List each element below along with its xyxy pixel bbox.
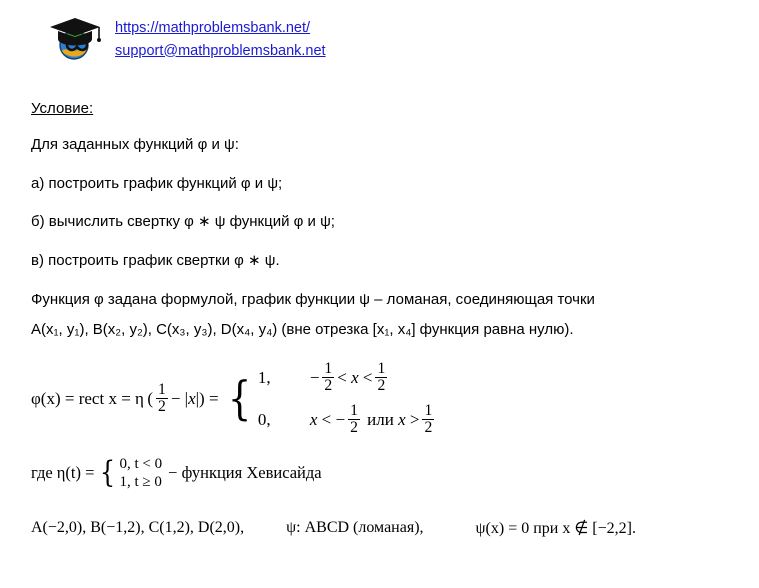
header: [47, 12, 326, 64]
condition-label: Условие:: [31, 100, 94, 117]
task-item-b: б) вычислить свертку φ ∗ ψ функций φ и ψ;: [31, 213, 335, 230]
formula-heaviside-case-1: 0, t < 0: [119, 455, 163, 472]
task-item-a: а) построить график функций φ и ψ;: [31, 174, 283, 192]
graduation-cap-logo-icon: [47, 12, 105, 64]
formula-heaviside-cases: [120, 455, 163, 493]
formula-phi-equals: =: [204, 388, 219, 408]
formula-heaviside-suffix: − функция Хевисайда: [168, 463, 322, 483]
formula-phi-paren-open: (: [143, 388, 154, 408]
formula-phi-half: $\frac{1}{2}$: [158, 380, 166, 416]
site-url-link[interactable]: https://mathproblemsbank.net/: [115, 20, 311, 36]
formula-phi-case-2: [258, 403, 437, 437]
intro-text: Для заданных функций φ и ψ:: [31, 136, 239, 153]
formula-phi-minus-abs: − |x|: [170, 388, 200, 408]
formula-phi: [31, 361, 731, 437]
formula-phi-case-1: [258, 361, 437, 395]
formula-heaviside-brace: {: [100, 455, 116, 491]
final-psi-zero: ψ(x) = 0 при x ∉ [−2,2].: [475, 520, 636, 537]
support-email-link[interactable]: support@mathproblemsbank.net: [115, 42, 326, 59]
formula-heaviside-prefix: где η(t) =: [31, 463, 95, 483]
formula-heaviside-case-2: 1, t ≥ 0: [119, 474, 162, 491]
formula-phi-case-2-value: 0,: [257, 409, 271, 429]
formula-phi-case-1-cond: − $\frac{1}{2}$ < x < $\frac{1}{2}$: [309, 360, 386, 395]
final-psi-definition: ψ: ABCD (ломаная),: [286, 519, 424, 536]
formula-phi-lhs: φ(x) = rect x = η: [31, 388, 144, 408]
description-line-1: Функция φ задана формулой, график функции ψ – ломаная, соединяющая точки: [31, 291, 595, 308]
formula-heaviside: [31, 455, 731, 493]
formula-phi-case-2-cond: x < − $\frac{1}{2}$ или x > $\frac{1}{2}$: [309, 401, 433, 437]
task-item-c: в) построить график свертки φ ∗ ψ.: [31, 251, 280, 269]
final-line: [31, 518, 737, 538]
final-points: A(−2,0), B(−1,2), C(1,2), D(2,0),: [31, 519, 245, 536]
formula-phi-brace: {: [227, 371, 251, 426]
formula-phi-paren-close: ): [199, 388, 205, 408]
formula-phi-case-1-value: 1,: [257, 367, 271, 387]
header-links: [115, 12, 326, 61]
document-content: [31, 100, 731, 510]
formula-phi-cases: [258, 361, 437, 437]
description-line-2: A(x₁, y₁), B(x₂, y₂), C(x₃, y₃), D(x₄, y₄) (вне отрезка [x₁, x₄] функция равна нулю).: [31, 320, 574, 338]
